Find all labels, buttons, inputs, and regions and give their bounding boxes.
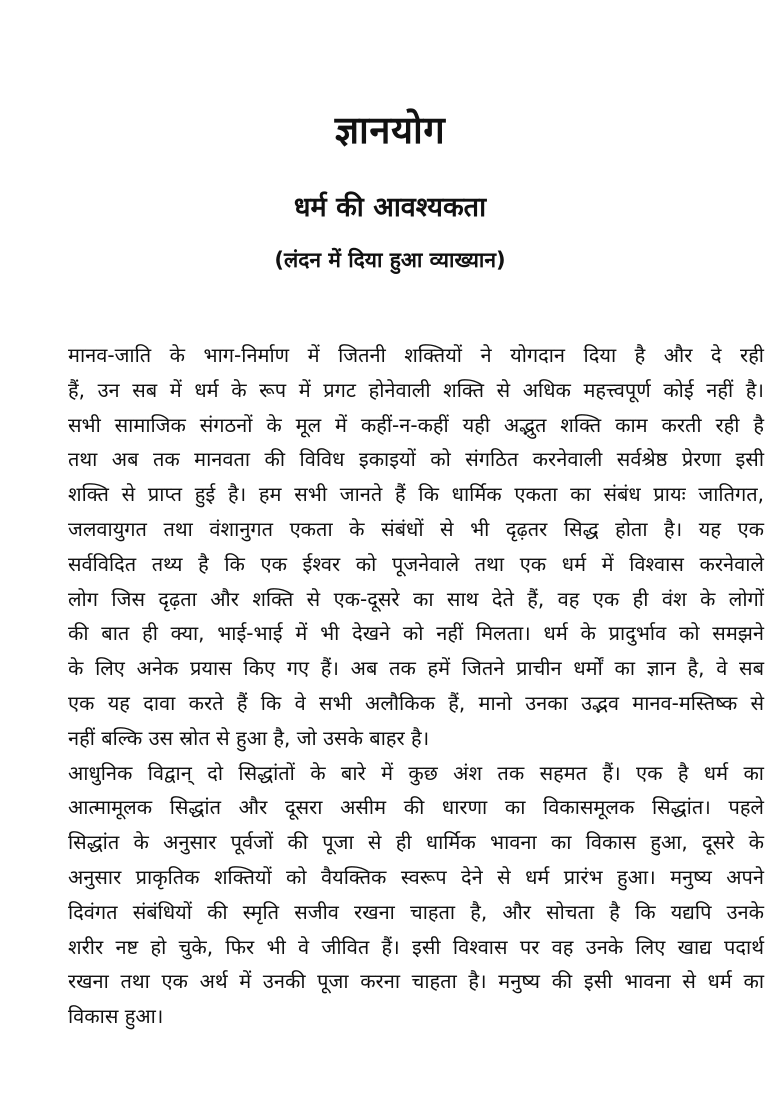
section-title: धर्म की आवश्यकता — [293, 192, 487, 223]
text-line: जलवायुगत तथा वंशानुगत एकता के संबंधों से भी दृढ़तर सिद्ध होता है। यह एक — [68, 516, 764, 541]
text-line: की बात ही क्या, भाई-भाई में भी देखने को नहीं मिलता। धर्म के प्रादुर्भाव को समझने — [68, 621, 764, 646]
text-line: दिवंगत संबंधियों की स्मृति सजीव रखना चाहता है, और सोचता है कि यद्यपि उनके — [68, 899, 764, 924]
text-line: एक यह दावा करते हैं कि वे सभी अलौकिक हैं, मानो उनका उद्भव मानव-मस्तिष्क से — [68, 690, 764, 715]
text-line: आत्मामूलक सिद्धांत और दूसरा असीम की धारणा का विकासमूलक सिद्धांत। पहले — [68, 795, 764, 820]
text-line: नहीं बल्कि उस स्रोत से हुआ है, जो उसके बाहर है। — [68, 725, 430, 750]
text-line: सिद्धांत के अनुसार पूर्वजों की पूजा से ही धार्मिक भावना का विकास हुआ, दूसरे के — [68, 830, 764, 855]
chapter-title: ज्ञानयोग — [334, 108, 446, 152]
text-line: तथा अब तक मानवता की विविध इकाइयों को संगठित करनेवाली सर्वश्रेष्ठ प्रेरणा इसी — [68, 447, 764, 472]
text-line: हैं, उन सब में धर्म के रूप में प्रगट होनेवाली शक्ति से अधिक महत्त्वपूर्ण कोई नहीं है। — [68, 377, 764, 402]
paragraph-2 — [16, 756, 764, 1034]
text-line: अनुसार प्राकृतिक शक्तियों को वैयक्तिक स्वरूप देने से धर्म प्रारंभ हुआ। मनुष्य अपने — [68, 864, 764, 889]
text-line: सभी सामाजिक संगठनों के मूल में कहीं-न-कहीं यही अद्भुत शक्ति काम करती रही है — [68, 412, 764, 437]
text-line: सर्वविदित तथ्य है कि एक ईश्वर को पूजनेवाले तथा एक धर्म में विश्वास करनेवाले — [68, 551, 764, 576]
body-text — [16, 338, 764, 1034]
text-line: के लिए अनेक प्रयास किए गए हैं। अब तक हमें जितने प्राचीन धर्मों का ज्ञान है, वे सब — [68, 656, 764, 681]
text-line: लोग जिस दृढ़ता और शक्ति से एक-दूसरे का साथ देते हैं, वह एक ही वंश के लोगों — [68, 586, 764, 611]
text-line: आधुनिक विद्वान् दो सिद्धांतों के बारे में कुछ अंश तक सहमत हैं। एक है धर्म का — [68, 760, 764, 785]
text-line: रखना तथा एक अर्थ में उनकी पूजा करना चाहता है। मनुष्य की इसी भावना से धर्म का — [68, 969, 764, 994]
lecture-note: (लंदन में दिया हुआ व्याख्यान) — [274, 248, 506, 272]
text-line: विकास हुआ। — [68, 1004, 164, 1029]
text-line: मानव-जाति के भाग-निर्माण में जितनी शक्तियों ने योगदान दिया है और दे रही — [68, 343, 764, 367]
paragraph-1 — [16, 338, 764, 756]
text-line: शक्ति से प्राप्त हुई है। हम सभी जानते हैं कि धार्मिक एकता का संबंध प्रायः जातिगत, — [68, 482, 764, 507]
text-line: शरीर नष्ट हो चुके, फिर भी वे जीवित हैं। इसी विश्वास पर वह उनके लिए खाद्य पदार्थ — [68, 934, 764, 959]
